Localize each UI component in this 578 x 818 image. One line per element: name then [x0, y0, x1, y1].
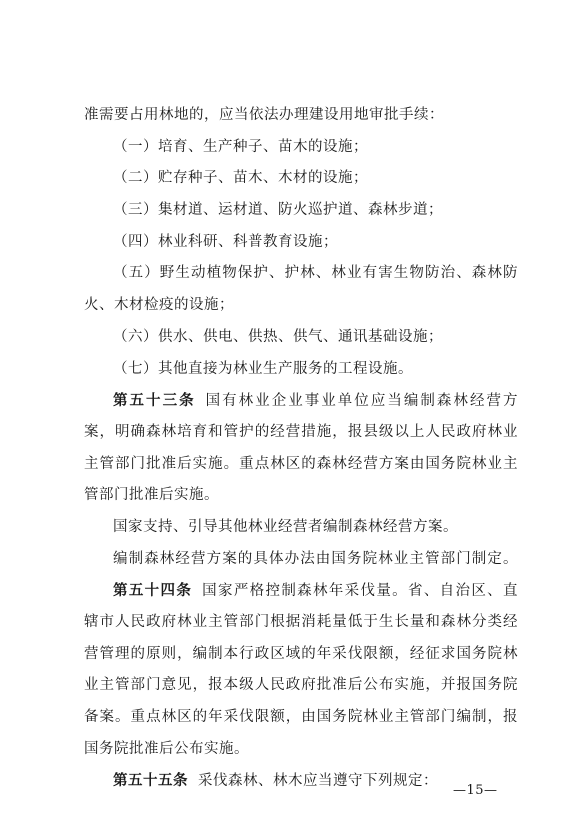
article-text: 国家严格控制森林年采伐量。省、自治区、直 — [202, 583, 519, 600]
text-line: 国务院批准后公布实施。 — [84, 740, 249, 757]
text-line: 管部门批准后实施。 — [84, 487, 219, 504]
text-line: 业主管部门意见，报本级人民政府批准后公布实施，并报国务院 — [84, 677, 518, 694]
list-item: （七）其他直接为林业生产服务的工程设施。 — [113, 360, 413, 377]
list-item: （三）集材道、运材道、防火巡护道、森林步道； — [113, 202, 443, 219]
page-number: —15— — [453, 783, 498, 798]
text-line: 案，明确森林培育和管护的经营措施，报县级以上人民政府林业 — [84, 423, 518, 440]
article-53-first-line — [84, 385, 518, 417]
paragraph: 国家支持、引导其他林业经营者编制森林经营方案。 — [113, 518, 458, 535]
article-heading: 第五十五条 — [113, 772, 188, 790]
text-line: 准需要占用林地的，应当依法办理建设用地审批手续： — [84, 107, 444, 123]
article-heading: 第五十四条 — [113, 582, 193, 600]
list-item: （一）培育、生产种子、苗木的设施； — [113, 138, 368, 155]
text-line: 营管理的原则，编制本行政区域的年采伐限额，经征求国务院林 — [84, 645, 518, 662]
text-line: 主管部门批准后实施。重点林区的森林经营方案由国务院林业主 — [84, 455, 518, 472]
list-item: （五）野生动植物保护、护林、林业有害生物防治、森林防 — [113, 265, 518, 282]
text-line: 辖市人民政府林业主管部门根据消耗量低于生长量和森林分类经 — [84, 614, 518, 630]
paragraph: 编制森林经营方案的具体办法由国务院林业主管部门制定。 — [113, 550, 518, 567]
article-heading: 第五十三条 — [113, 392, 196, 410]
list-item: （六）供水、供电、供热、供气、通讯基础设施； — [113, 328, 443, 345]
text-line: 火、木材检疫的设施； — [84, 297, 234, 314]
list-item: （二）贮存种子、苗木、木材的设施； — [113, 170, 368, 187]
document-body — [84, 100, 518, 797]
list-item: （四）林业科研、科普教育设施； — [113, 233, 338, 250]
article-text: 采伐森林、林木应当遵守下列规定： — [198, 773, 438, 790]
article-54-first-line — [84, 575, 518, 607]
article-text: 国有林业企业事业单位应当编制森林经营方 — [205, 393, 518, 410]
text-line: 备案。重点林区的年采伐限额，由国务院林业主管部门编制，报 — [84, 709, 518, 726]
